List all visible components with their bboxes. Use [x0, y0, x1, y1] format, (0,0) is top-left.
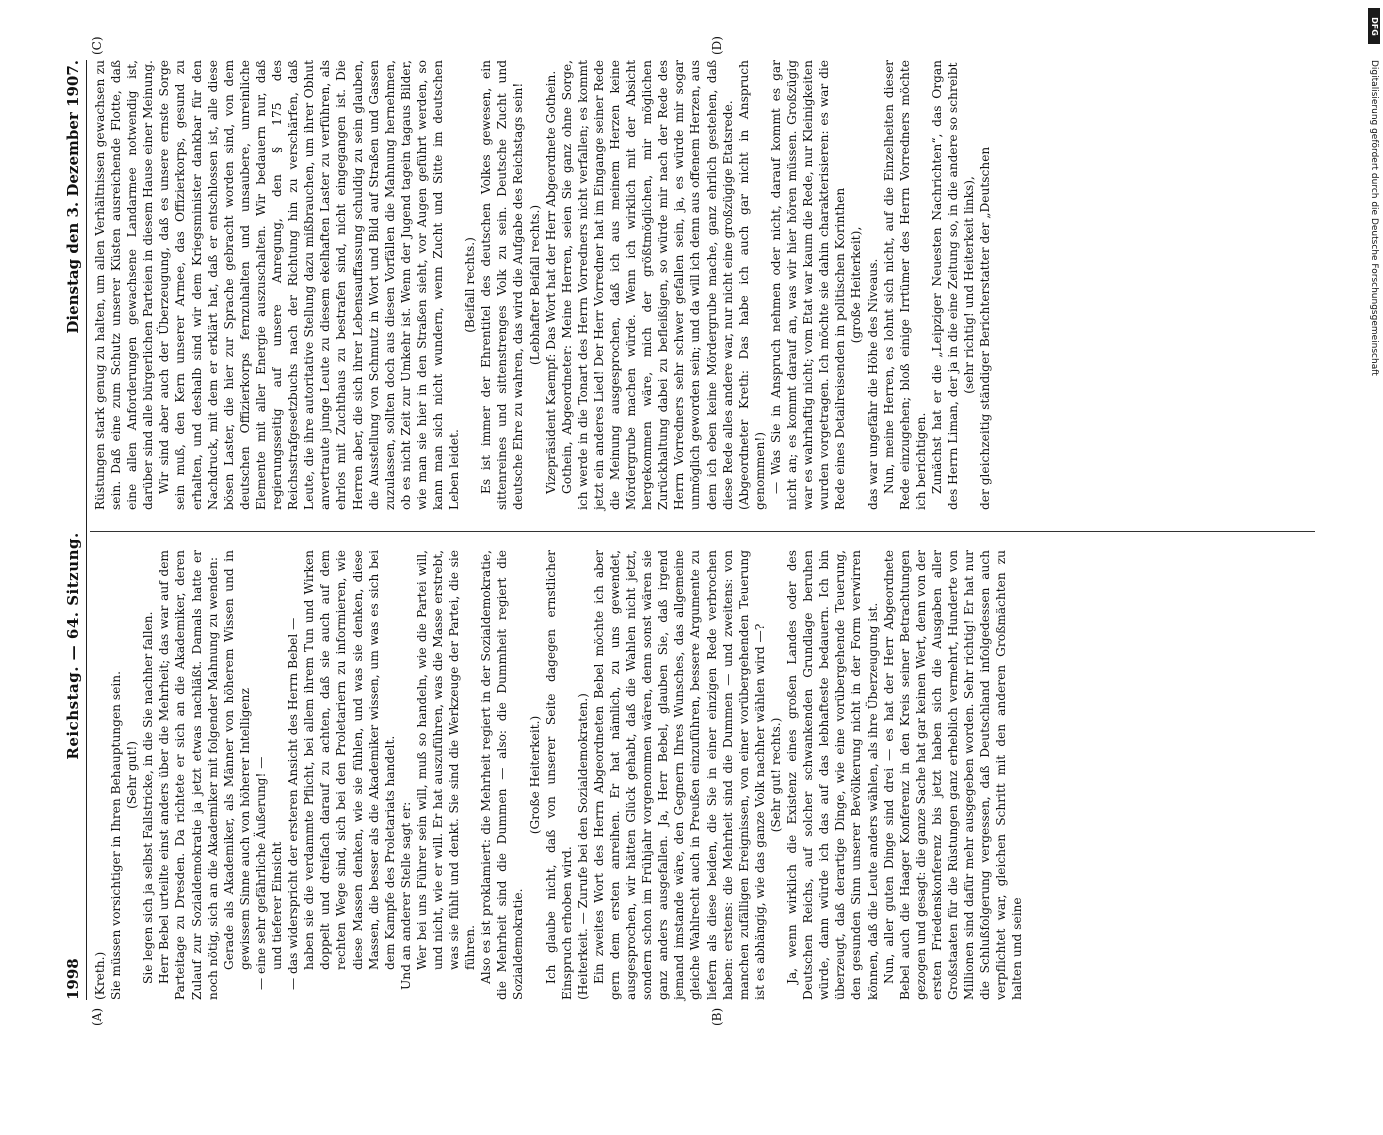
margin-marker-a: (A) [90, 1007, 104, 1026]
session-date: Dienstag den 3. Dezember 1907. [64, 60, 82, 334]
paragraph: (Lebhafter Beifall rechts.) [527, 204, 542, 366]
paragraph: Zunächst hat er die „Leipziger Neuesten Nachrichten“, das Organ des Herrn Liman, der ja in die eine Zeitung so, in die andere so schreibt [929, 60, 960, 510]
margin-marker-c: (C) [90, 36, 104, 55]
paragraph: Sie müssen vorsichtiger in Ihren Behauptungen sein. [109, 671, 124, 1000]
paragraph: Und an anderer Stelle sagt er: [398, 801, 413, 990]
paragraph: — das widerspricht der ersteren Ansicht des Herrn Bebel — [286, 617, 301, 990]
paragraph: haben sie die verdammte Pflicht, bei allem ihrem Tun und Wirken doppelt und dreifach darauf zu achten, daß sie auch auf dem rechten Wege sind, sich bei den Proletariern zu informieren, wie diese Massen denken, wie sie fühlen, und was sie denken, diese Massen, die besser als die Akademiker wissen, um was es sich bei dem Kampfe des Proletariats handelt. [302, 550, 397, 970]
dfg-logo: DFG [1368, 8, 1380, 44]
paragraph: (Abgeordneter Kreth: Das habe ich auch gar nicht in Anspruch genommen!) [736, 60, 767, 510]
paragraph: Es ist immer der Ehrentitel des deutschen Volkes gewesen, ein sittenreines und sittenstrenges Volk zu sein. Deutsche Zucht und deutsche Ehre zu wahren, das wird die Aufgabe des Reichstags sein! [479, 60, 526, 510]
paragraph: Ja, wenn wirklich die Existenz eines großen Landes oder des Deutschen Reichs, auf solcher schwankenden Grundlage beruhen würde, dann würde ich das auf das lebhafteste bedauern. Ich bin überzeugt, daß derartige Dinge, wie eine vorübergehende Teuerung, den gesunden Sinn unserer Bevölkerung nicht in der Form verwirren können, daß die Leute anders wählen, als ihre Überzeugung ist. [785, 550, 880, 1000]
page-number: 1998 [64, 958, 82, 1000]
paragraph: (Heiterkeit. — Zurufe bei den Sozialdemokraten.) [575, 693, 590, 1000]
right-column [92, 60, 993, 510]
paragraph: Nun, meine Herren, es lohnt sich nicht, auf die Einzelheiten dieser Rede einzugehen; bloß einige Irrtümer des Herrn Vorredners möchte ich berichtigen. [881, 60, 928, 510]
paragraph: Also es ist proklamiert: die Mehrheit regiert in der Sozialdemokratie, die Mehrheit sind die Dummen — also: die Dummheit regiert die Sozialdemokratie. [479, 550, 526, 1000]
session-title: Reichstag. — 64. Sitzung. [64, 532, 82, 760]
paragraph: (Sehr gut! rechts.) [768, 717, 783, 833]
paragraph: (Große Heiterkeit.) [527, 715, 542, 835]
margin-marker-b: (B) [710, 1007, 724, 1026]
paragraph: (sehr richtig! und Heiterkeit links), [962, 176, 977, 394]
paragraph: der gleichzeitig ständiger Berichterstatter der „Deutschen [978, 146, 993, 510]
paragraph: Gothein, Abgeordneter: Meine Herren, seien Sie ganz ohne Sorge, ich werde in die Tonart des Herrn Vorredners nicht verfallen; es kommt jetzt ein anderes Lied! Der Herr Vorredner hat im Eingange seiner Rede die Meinung ausgesprochen, daß ich aus meinem Herzen keine Mördergrube machen würde. Wenn ich wirklich mit der Absicht hergekommen wäre, mich der größtmöglichen, mir möglichen Zurückhaltung dabei zu befleißigen, so würde mir nach der Rede des Herrn Vorredners sehr schwer gefallen sein, ja, es würde mir sogar unmöglich geworden sein; und da will ich denn aus offenem Herzen, aus dem ich eben keine Mördergrube mache, ganz ehrlich gestehen, daß diese Rede alles andere war, nur nicht eine großzügige Etatsrede. [559, 60, 735, 510]
paragraph: (Sehr gut!) [125, 740, 140, 810]
paragraph: Gerade als Akademiker, als Männer von höherem Wissen und in gewissem Sinne auch von höherer Intelligenz [221, 550, 252, 970]
paragraph: Herr Bebel urteilte einst anders über die Mehrheit; das war auf dem Parteitage zu Dresden. Da richtete er sich an die Akademiker, deren Zulauf zur Sozialdemokratie ja jetzt etwas nachläßt. Damals hatte er noch nötig, sich an die Akademiker mit folgender Mahnung zu wenden: [157, 550, 220, 1000]
column-divider [90, 531, 1315, 532]
paragraph: — Was Sie in Anspruch nehmen oder nicht, darauf kommt es gar nicht an; es kommt darauf an, was wir hier hören müssen. Großzügig war es wahrhaftig nicht; vom Etat war kaum die Rede, nur Kleinigkeiten wurden vorgetragen. Ich möchte sie dahin charakterisieren: es war die Rede eines Detailreisenden in politischen Korinthen [768, 60, 848, 510]
paragraph: das war ungefähr die Höhe des Niveaus. [865, 258, 880, 510]
paragraph: Wer bei uns Führer sein will, muß so handeln, wie die Partei will, und nicht, wie er will. Er hat auszuführen, was die Masse erstrebt, was sie fühlt und denkt. Sie sind die Werkzeuge der Partei, die sie führen. [414, 550, 478, 970]
page-header [60, 60, 87, 1000]
paragraph: Vizepräsident Kaempf: Das Wort hat der Herr Abgeordnete Gothein. [543, 70, 558, 494]
funding-note [1365, 60, 1379, 920]
paragraph: Sie legen sich ja selbst Fallstricke, in die Sie nachher fallen. [141, 611, 156, 984]
paragraph: Wir sind aber auch der Überzeugung, daß es unsere ernste Sorge sein muß, den Kern unserer Armee, das Offizierkorps, gesund zu erhalten, und deshalb sind wir dem Kriegsminister dankbar für den Nachdruck, mit dem er erklärt hat, daß er entschlossen ist, alle diese bösen Laster, die hier zur Sprache gebracht worden sind, von dem deutschen Offizierkorps fernzuhalten und unsaubere, unreinliche Elemente mit aller Energie auszuschalten. Wir bedauern nur, daß regierungsseitig auf unsere Anregung, den § 175 des Reichsstrafgesetzbuchs nach der Richtung hin zu verschärfen, daß Leute, die ihre autoritative Stellung dazu mißbrauchen, um ihrer Obhut anvertraute junge Leute zu diesem ekelhaften Laster zu verführen, als ehrlos mit Zuchthaus zu bestrafen sind, nicht eingegangen ist. Die Herren aber, die sich ihrer Lebensauffassung schuldig zu sein glauben, die Ausstellung von Schmutz in Wort und Bild auf Straßen und Gassen zuzulassen, sollten doch aus diesen Vorfällen die Mahnung hernehmen, ob es nicht Zeit zur Umkehr ist. Wenn der Jugend tagein tagaus Bilder, wie man sie hier in den Straßen sieht, vor Augen geführt werden, so kann man sich nicht wundern, wenn Zucht und Sitte im deutschen Leben leidet. [157, 60, 462, 510]
paragraph: Ein zweites Wort des Herrn Abgeordneten Bebel möchte ich aber gern dem ersten anreihen. Er hat nämlich, zu uns gewendet, ausgesprochen, wir hätten Glück gehabt, daß die Wahlen nicht jetzt, sondern schon im Frühjahr vorgenommen wären, denn sonst wären sie ganz anders ausgefallen. Ja, Herr Bebel, glauben Sie, daß irgend jemand imstande wäre, den Gegnern Ihres Wunsches, das allgemeine gleiche Wahlrecht auch in Preußen einzuführen, bessere Argumente zu liefern als diese beiden, die Sie in einer einzigen Rede verbrochen haben: erstens: die Mehrheit sind die Dummen — und zweitens: von manchen zufälligen Ereignissen, von einer vorübergehenden Teuerung ist es abhängig, wie das ganze Volk nachher wählen wird —? [591, 550, 767, 1000]
paragraph: (Kreth.) [93, 951, 107, 1000]
paragraph: (große Heiterkeit), [849, 226, 864, 344]
rotated-page-content [60, 36, 1320, 1026]
funding-note-text: Digitalisierung gefördert durch die Deutsche Forschungsgemeinschaft [1369, 60, 1379, 376]
paragraph: Rüstungen stark genug zu halten, um allen Verhältnissen gewachsen zu sein. Daß eine zum Schutz unserer Küsten ausreichende Flotte, daß eine allen Anforderungen gewachsene Landarmee notwendig ist, darüber sind alle bürgerlichen Parteien in diesem Hause einer Meinung. [93, 60, 156, 510]
paragraph: und tieferer Einsicht [270, 841, 285, 970]
margin-marker-d: (D) [710, 36, 724, 55]
paragraph: (Beifall rechts.) [463, 237, 478, 333]
left-column [92, 550, 1025, 1000]
paragraph: Ich glaube nicht, daß von unserer Seite dagegen ernstlicher Einspruch erhoben wird. [543, 550, 574, 1000]
paragraph: — eine sehr gefährliche Äußerung! — [253, 756, 268, 990]
paragraph: Nun, aller guten Dinge sind drei — es hat der Herr Abgeordnete Bebel auch die Haager Konferenz in den Kreis seiner Betrachtungen gezogen und gesagt: die ganze Sache hat gar keinen Wert, denn von der ersten Friedenskonferenz bis jetzt haben sich die Ausgaben aller Großstaaten für die Rüstungen ganz erheblich vermehrt, Hunderte von Millionen sind dafür mehr ausgegeben worden. Sehr richtig! Er hat nur die Schlußfolgerung vergessen, daß Deutschland infolgedessen auch verpflichtet war, gleichen Schritt mit den anderen Großmächten zu halten und seine [881, 550, 1025, 1000]
scanned-sheet [60, 0, 1060, 1135]
